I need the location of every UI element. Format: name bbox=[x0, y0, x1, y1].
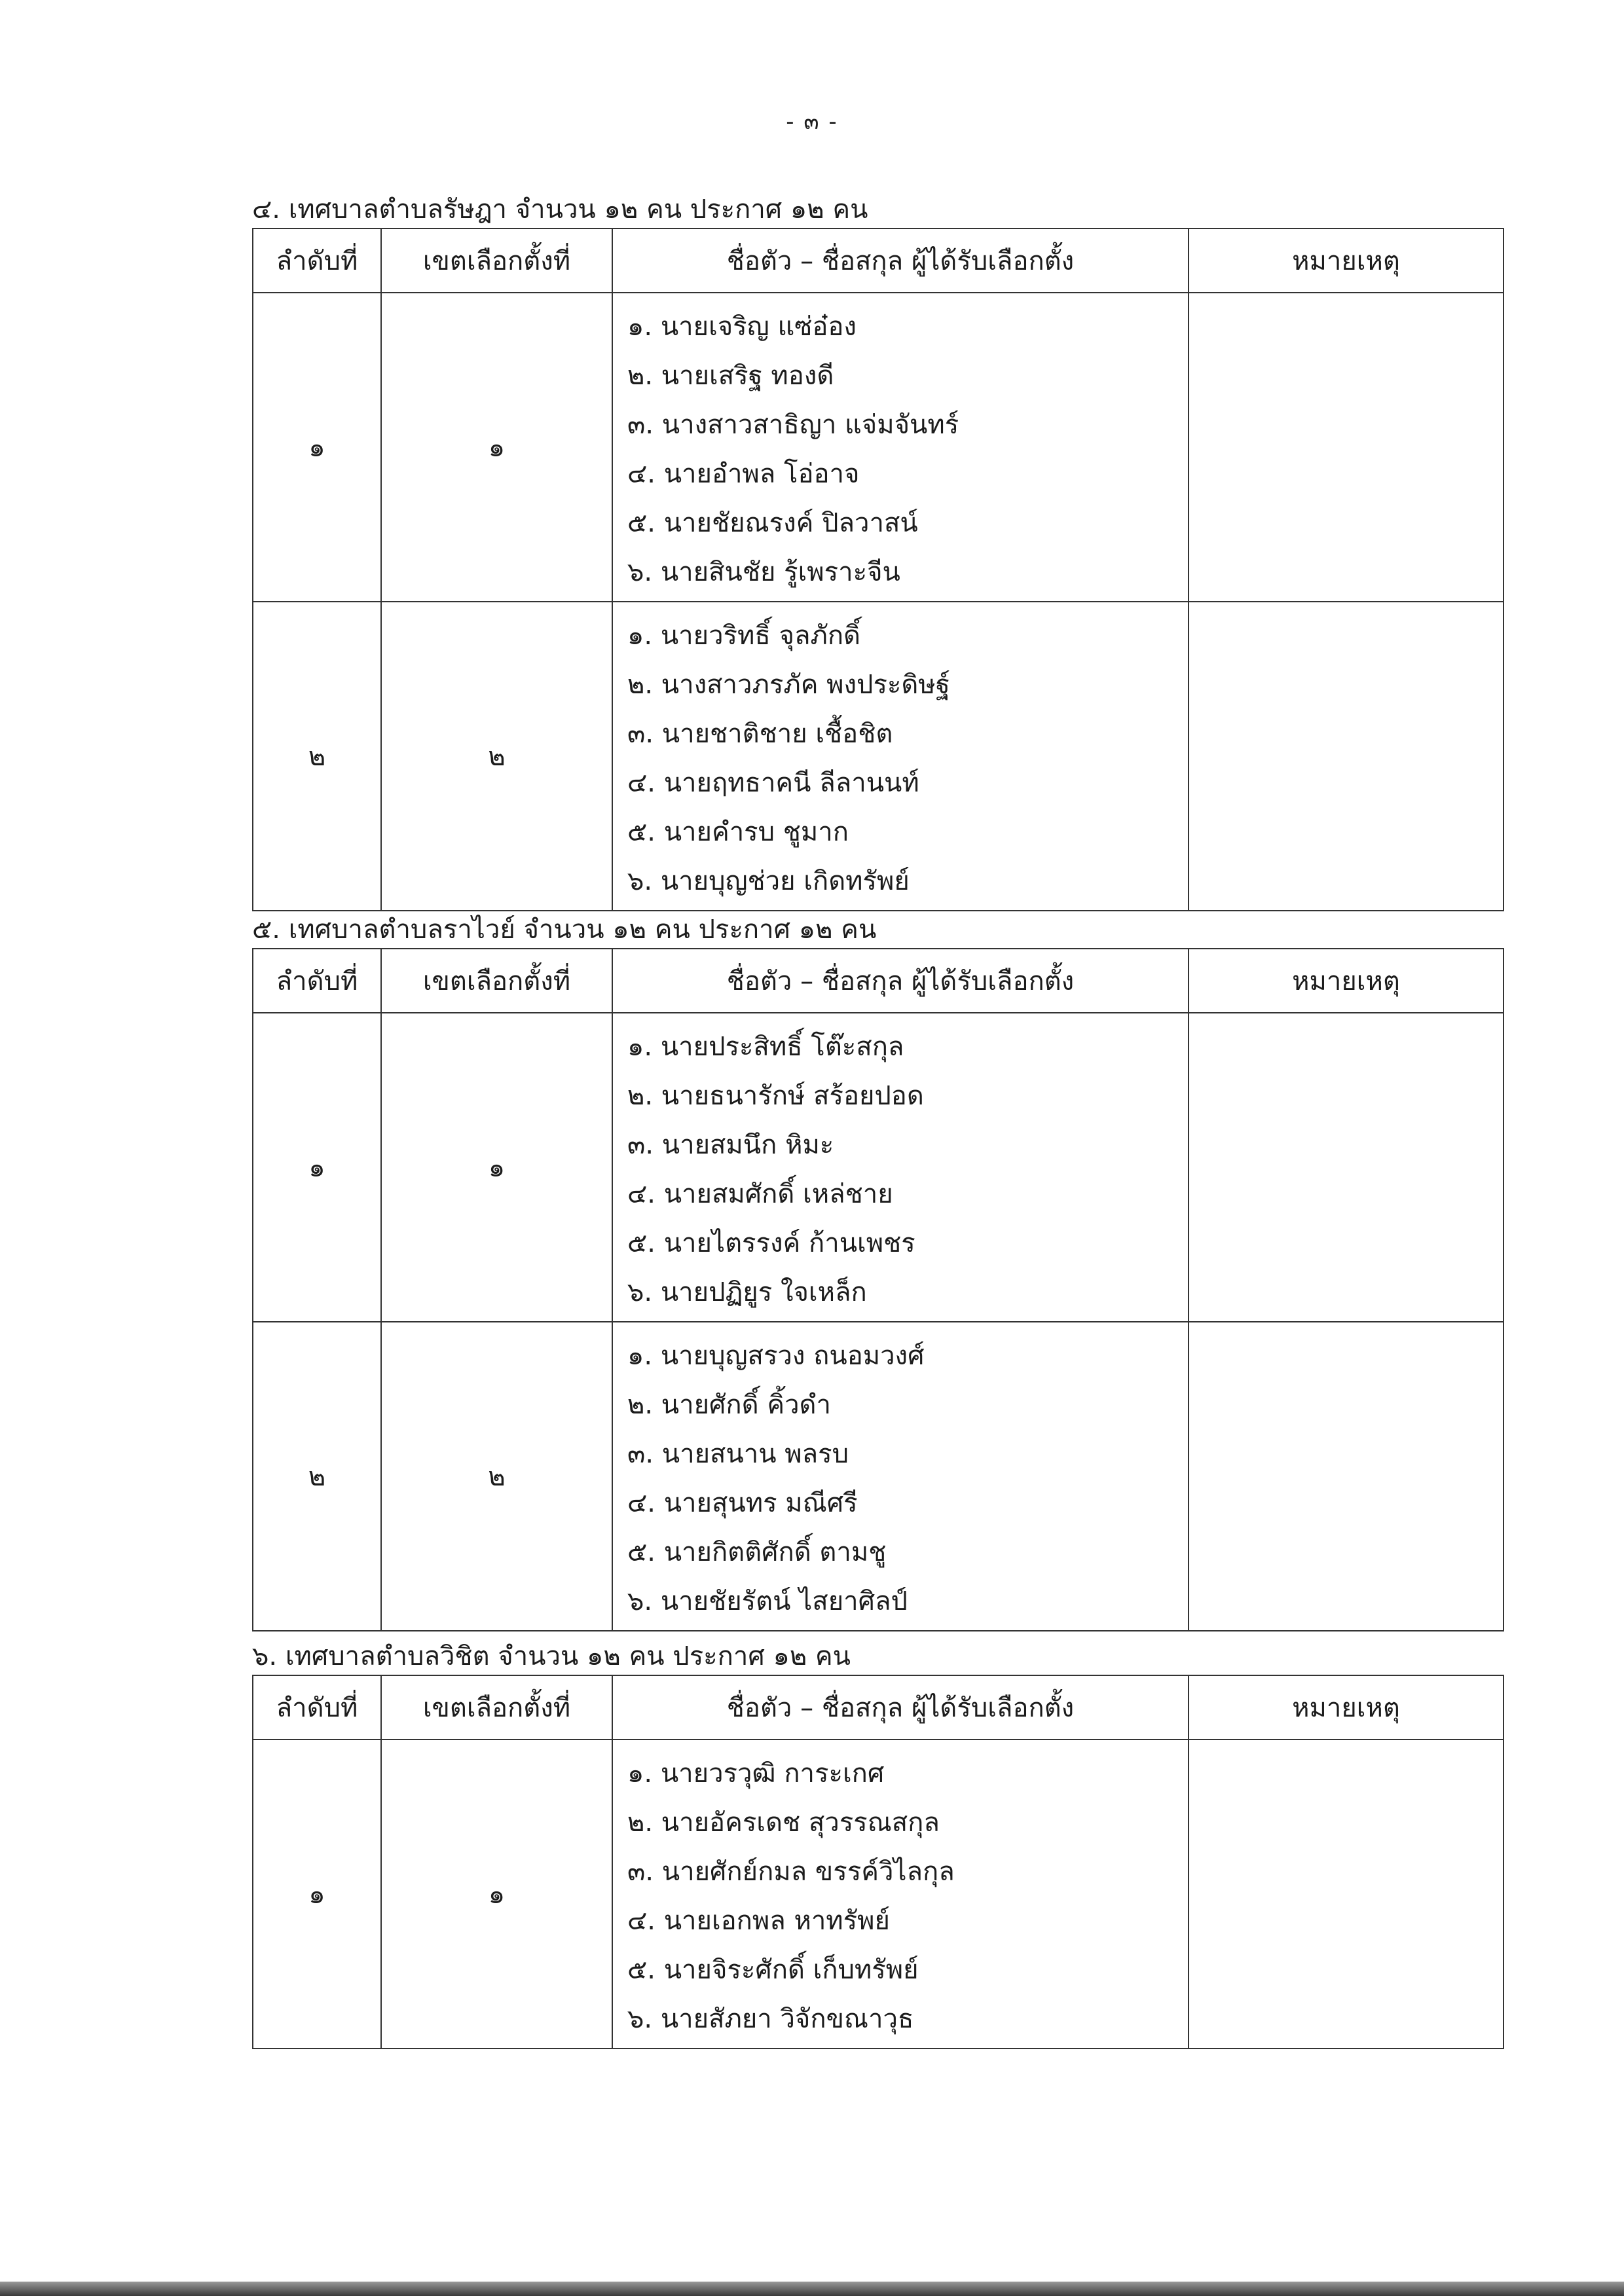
elected-name: ๔. นายเอกพล หาทรัพย์ bbox=[627, 1906, 890, 1936]
header-names: ชื่อตัว – ชื่อสกุล ผู้ได้รับเลือกตั้ง bbox=[612, 949, 1189, 1013]
table-row bbox=[253, 293, 1504, 602]
elected-name: ๓. นายศักย์กมล ขรรค์วิไลกุล bbox=[627, 1857, 955, 1887]
names-cell bbox=[612, 1013, 1189, 1322]
header-names: ชื่อตัว – ชื่อสกุล ผู้ได้รับเลือกตั้ง bbox=[612, 228, 1189, 293]
header-order: ลำดับที่ bbox=[253, 1675, 381, 1740]
elected-name: ๒. นายธนารักษ์ สร้อยปอด bbox=[627, 1081, 924, 1111]
elected-name: ๖. นายปฏิยูร ใจเหล็ก bbox=[627, 1277, 867, 1307]
elected-name: ๖. นายสินชัย รู้เพราะจีน bbox=[627, 557, 900, 587]
district-cell: ๑ bbox=[381, 293, 612, 602]
district-cell: ๒ bbox=[381, 602, 612, 911]
names-cell bbox=[612, 293, 1189, 602]
header-remarks: หมายเหตุ bbox=[1189, 1675, 1504, 1740]
elected-name: ๕. นายจิระศักดิ์ เก็บทรัพย์ bbox=[627, 1955, 919, 1985]
elected-name: ๓. นายชาติชาย เชื้อชิต bbox=[627, 719, 893, 749]
order-cell: ๑ bbox=[253, 1740, 381, 2049]
order-cell: ๑ bbox=[253, 1013, 381, 1322]
header-names: ชื่อตัว – ชื่อสกุล ผู้ได้รับเลือกตั้ง bbox=[612, 1675, 1189, 1740]
district-cell: ๑ bbox=[381, 1740, 612, 2049]
section-title: ๔. เทศบาลตำบลรัษฎา จำนวน ๑๒ คน ประกาศ ๑๒ คน bbox=[252, 194, 868, 225]
table-header-row bbox=[253, 949, 1504, 1013]
names-cell bbox=[612, 1740, 1189, 2049]
remarks-cell bbox=[1189, 1013, 1504, 1322]
section-title: ๕. เทศบาลตำบลราไวย์ จำนวน ๑๒ คน ประกาศ ๑๒ คน bbox=[252, 915, 877, 945]
elected-name: ๖. นายชัยรัตน์ ไสยาศิลป์ bbox=[627, 1586, 908, 1616]
elected-name: ๑. นายวริทธิ์ จุลภักดิ์ bbox=[627, 621, 861, 651]
table-header-row bbox=[253, 1675, 1504, 1740]
remarks-cell bbox=[1189, 293, 1504, 602]
names-cell bbox=[612, 602, 1189, 911]
header-district: เขตเลือกตั้งที่ bbox=[381, 228, 612, 293]
district-cell: ๑ bbox=[381, 1013, 612, 1322]
header-order: ลำดับที่ bbox=[253, 949, 381, 1013]
elected-name: ๔. นายสมศักดิ์ เหล่ชาย bbox=[627, 1179, 893, 1209]
elected-name: ๖. นายสัภยา วิจักขณาวุธ bbox=[627, 2004, 914, 2034]
election-results-table bbox=[252, 948, 1504, 1631]
scan-edge-strip bbox=[0, 2282, 1624, 2296]
order-cell: ๑ bbox=[253, 293, 381, 602]
header-remarks: หมายเหตุ bbox=[1189, 228, 1504, 293]
header-order: ลำดับที่ bbox=[253, 228, 381, 293]
elected-name: ๓. นายสนาน พลรบ bbox=[627, 1439, 849, 1469]
elected-name: ๔. นายสุนทร มณีศรี bbox=[627, 1488, 858, 1518]
election-results-table bbox=[252, 1675, 1504, 2049]
table-header-row bbox=[253, 228, 1504, 293]
elected-name: ๒. นายเสริฐ ทองดี bbox=[627, 361, 834, 391]
page-number: - ๓ - bbox=[786, 109, 838, 135]
elected-name: ๑. นายประสิทธิ์ โต๊ะสกุล bbox=[627, 1032, 904, 1062]
elected-name: ๕. นายชัยณรงค์ ปิลวาสน์ bbox=[627, 508, 918, 538]
elected-name: ๑. นายบุญสรวง ถนอมวงศ์ bbox=[627, 1341, 925, 1371]
elected-name: ๑. นายเจริญ แซ่อ๋อง bbox=[627, 312, 857, 342]
order-cell: ๒ bbox=[253, 1322, 381, 1631]
elected-name: ๕. นายไตรรงค์ ก้านเพชร bbox=[627, 1228, 915, 1258]
remarks-cell bbox=[1189, 1322, 1504, 1631]
elected-name: ๔. นายอำพล โอ่อาจ bbox=[627, 459, 860, 489]
header-remarks: หมายเหตุ bbox=[1189, 949, 1504, 1013]
election-results-table bbox=[252, 228, 1504, 911]
order-cell: ๒ bbox=[253, 602, 381, 911]
elected-name: ๑. นายวรวุฒิ การะเกศ bbox=[627, 1758, 885, 1789]
remarks-cell bbox=[1189, 602, 1504, 911]
elected-name: ๒. นายอัครเดช สุวรรณสกุล bbox=[627, 1808, 940, 1838]
table-row bbox=[253, 1013, 1504, 1322]
elected-name: ๖. นายบุญช่วย เกิดทรัพย์ bbox=[627, 866, 910, 896]
table-row bbox=[253, 602, 1504, 911]
section-title: ๖. เทศบาลตำบลวิชิต จำนวน ๑๒ คน ประกาศ ๑๒ คน bbox=[252, 1641, 851, 1671]
table-row bbox=[253, 1322, 1504, 1631]
district-cell: ๒ bbox=[381, 1322, 612, 1631]
elected-name: ๓. นางสาวสาธิญา แจ่มจันทร์ bbox=[627, 410, 959, 440]
table-row bbox=[253, 1740, 1504, 2049]
elected-name: ๓. นายสมนึก หิมะ bbox=[627, 1130, 834, 1160]
names-cell bbox=[612, 1322, 1189, 1631]
elected-name: ๕. นายกิตติศักดิ์ ตามชู bbox=[627, 1537, 887, 1567]
header-district: เขตเลือกตั้งที่ bbox=[381, 1675, 612, 1740]
elected-name: ๒. นายศักดิ์ คิ้วดำ bbox=[627, 1390, 831, 1420]
elected-name: ๕. นายคำรบ ชูมาก bbox=[627, 817, 849, 847]
elected-name: ๔. นายฤทธาคนี ลีลานนท์ bbox=[627, 768, 919, 798]
header-district: เขตเลือกตั้งที่ bbox=[381, 949, 612, 1013]
elected-name: ๒. นางสาวภรภัค พงประดิษฐ์ bbox=[627, 670, 950, 700]
remarks-cell bbox=[1189, 1740, 1504, 2049]
